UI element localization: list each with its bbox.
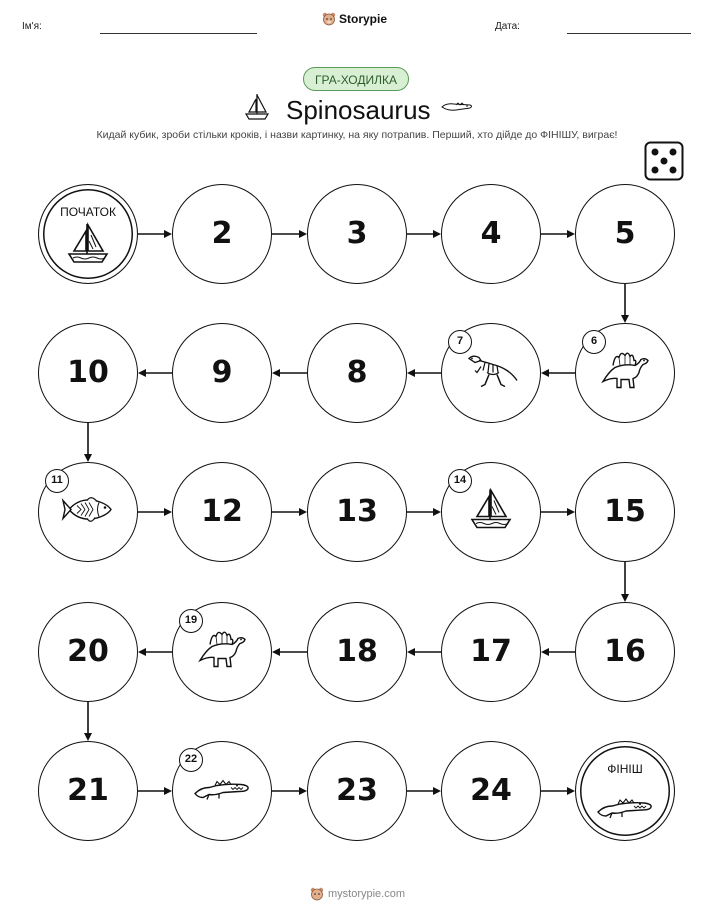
spinosaurus-icon [599, 348, 651, 399]
board-cell-13 [307, 462, 407, 562]
board-cell-23 [307, 741, 407, 841]
path-arrow-head [567, 787, 575, 795]
path-arrow-head [272, 369, 280, 377]
path-arrow-head [164, 230, 172, 238]
cell-number-badge: 14 [448, 469, 472, 493]
footer [310, 887, 405, 901]
cell-number-badge: 6 [582, 330, 606, 354]
start-cell [38, 184, 138, 284]
finish-cell [575, 741, 675, 841]
cell-number: 10 [67, 354, 109, 390]
path-arrow-head [272, 648, 280, 656]
board-cell-14 [441, 462, 541, 562]
cell-number-badge: 22 [179, 748, 203, 772]
path-arrow-head [433, 508, 441, 516]
cell-number: 24 [470, 772, 512, 808]
cell-number-badge: 11 [45, 469, 69, 493]
board-cell-9 [172, 323, 272, 423]
path-arrow-head [84, 733, 92, 741]
path-arrow-head [299, 230, 307, 238]
bear-logo-icon [310, 887, 324, 901]
cell-number: 17 [470, 633, 512, 669]
sailboat-icon [65, 221, 111, 272]
path-arrow-head [621, 315, 629, 323]
board-cell-19 [172, 602, 272, 702]
fish-icon [61, 493, 115, 532]
cell-number: 23 [336, 772, 378, 808]
cell-number: 20 [67, 633, 109, 669]
crocodile-icon [193, 776, 251, 807]
path-arrow-head [138, 369, 146, 377]
path-arrow-head [138, 648, 146, 656]
spinosaurus-icon [196, 627, 248, 678]
board-cell-5 [575, 184, 675, 284]
cell-number: 9 [211, 354, 233, 390]
board-cell-24 [441, 741, 541, 841]
board-cell-4 [441, 184, 541, 284]
board-cell-7 [441, 323, 541, 423]
cell-number: 8 [346, 354, 368, 390]
cell-number: 12 [201, 493, 243, 529]
name-label: Ім'я: [22, 21, 42, 32]
cell-number: 18 [336, 633, 378, 669]
board-cell-17 [441, 602, 541, 702]
path-arrow-head [299, 787, 307, 795]
path-arrow-head [164, 787, 172, 795]
sailboat-icon [468, 487, 514, 538]
crocodile-icon [596, 794, 654, 825]
game-type-badge: ГРА-ХОДИЛКА [303, 67, 409, 91]
board-cell-2 [172, 184, 272, 284]
cell-number-badge: 7 [448, 330, 472, 354]
path-arrow-head [299, 508, 307, 516]
board-cell-20 [38, 602, 138, 702]
path-arrow-head [407, 648, 415, 656]
footer-url: mystorypie.com [328, 888, 406, 900]
board-cell-8 [307, 323, 407, 423]
board-cell-18 [307, 602, 407, 702]
board-cell-6 [575, 323, 675, 423]
page-title: Spinosaurus [286, 95, 431, 125]
board-cell-3 [307, 184, 407, 284]
cell-number: 5 [614, 215, 636, 251]
cell-number: 13 [336, 493, 378, 529]
path-arrow-head [84, 454, 92, 462]
cell-number: 2 [211, 215, 233, 251]
path-arrow-head [621, 594, 629, 602]
dinosaur-skeleton-icon [463, 351, 519, 396]
cell-number-badge: 19 [179, 609, 203, 633]
board-cell-11 [38, 462, 138, 562]
board-cell-22 [172, 741, 272, 841]
path-arrow-head [541, 648, 549, 656]
instructions: Кидай кубик, зроби стільки кроків, і назви картинку, на яку потрапив. Перший, хто дійде до ФІНІШУ, виграє! [96, 129, 618, 141]
path-arrow-head [433, 230, 441, 238]
brand-name: Storypie [339, 12, 388, 26]
board-cell-21 [38, 741, 138, 841]
cell-number: 4 [480, 215, 502, 251]
date-label: Дата: [495, 21, 520, 32]
path-arrow-head [407, 369, 415, 377]
cell-number: 21 [67, 772, 109, 808]
board-cell-10 [38, 323, 138, 423]
path-arrow-head [541, 369, 549, 377]
board-cell-12 [172, 462, 272, 562]
finish-label: ФІНІШ [607, 762, 643, 776]
path-arrow-head [164, 508, 172, 516]
cell-number: 3 [346, 215, 368, 251]
start-label: ПОЧАТОК [60, 205, 116, 219]
path-arrow-head [567, 508, 575, 516]
cell-number: 16 [604, 633, 646, 669]
cell-number: 15 [604, 493, 646, 529]
path-arrow-head [567, 230, 575, 238]
path-arrow-head [433, 787, 441, 795]
board-cell-16 [575, 602, 675, 702]
board-cell-15 [575, 462, 675, 562]
